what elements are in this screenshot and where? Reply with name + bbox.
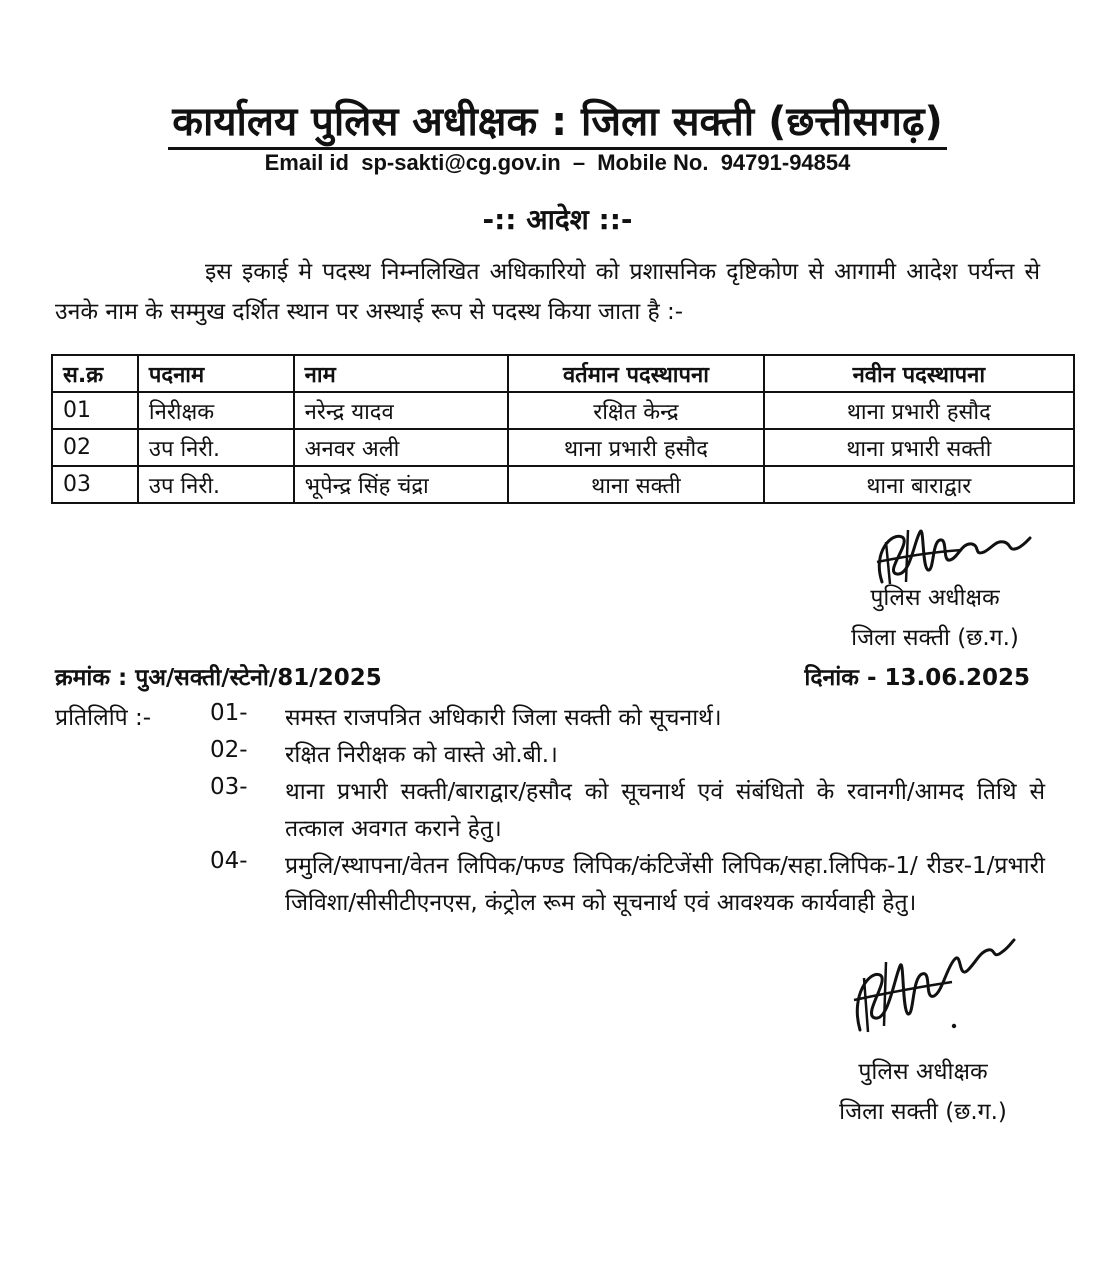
cell-designation: उप निरी. — [138, 429, 294, 466]
office-title — [0, 92, 1115, 147]
signatory-designation: पुलिस अधीक्षक — [858, 1059, 988, 1085]
mobile-label: Mobile No. — [597, 150, 709, 175]
cell-serial: 01 — [52, 392, 138, 429]
contact-line — [0, 150, 1115, 176]
email-label: Email id — [264, 150, 349, 175]
copy-item-number: 02- — [210, 737, 248, 763]
cell-serial: 02 — [52, 429, 138, 466]
col-header-new-posting: नवीन पदस्थापना — [764, 355, 1074, 392]
col-header-current-posting: वर्तमान पदस्थापना — [508, 355, 763, 392]
intro-text: इस इकाई मे पदस्थ निम्नलिखित अधिकारियो को प्रशासनिक दृष्टिकोण से आगामी आदेश पर्यन्त से उनके नाम के सम्मुख दर्शित स्थान पर अस्थाई रूप से पदस्थ किया जाता है :- — [55, 259, 1040, 325]
cell-designation: उप निरी. — [138, 466, 294, 503]
table-row — [52, 466, 1074, 503]
copy-item-text: रक्षित निरीक्षक को वास्ते ओ.बी.। — [285, 742, 558, 768]
posting-table — [51, 354, 1075, 504]
signatory-designation: पुलिस अधीक्षक — [870, 585, 1000, 611]
col-header-name: नाम — [294, 355, 509, 392]
cell-name: अनवर अली — [294, 429, 509, 466]
signature-block-2 — [812, 1052, 1034, 1132]
email-address: sp-sakti@cg.gov.in — [361, 150, 561, 175]
office-title-text: कार्यालय पुलिस अधीक्षक : जिला सक्ती (छत्तीसगढ़) — [168, 99, 947, 150]
reference-number: क्रमांक : पुअ/सक्ती/स्टेनो/81/2025 — [55, 665, 382, 691]
order-heading: -:: आदेश ::- — [482, 203, 633, 236]
signatory-district: जिला सक्ती (छ.ग.) — [851, 625, 1019, 651]
copy-item-text: थाना प्रभारी सक्ती/बाराद्वार/हसौद को सूचनार्थ एवं संबंधितो के रवानगी/आमद तिथि से तत्काल अवगत कराने हेतु। — [285, 779, 1045, 842]
signature-block-1 — [830, 578, 1040, 658]
table-row — [52, 429, 1074, 466]
col-header-designation: पदनाम — [138, 355, 294, 392]
signatory-district: जिला सक्ती (छ.ग.) — [839, 1099, 1007, 1125]
cell-new-posting: थाना प्रभारी हसौद — [764, 392, 1074, 429]
copy-item-number: 01- — [210, 700, 248, 726]
cell-current-posting: थाना प्रभारी हसौद — [508, 429, 763, 466]
table-header-row — [52, 355, 1074, 392]
cell-new-posting: थाना बाराद्वार — [764, 466, 1074, 503]
copy-item-text: प्रमुलि/स्थापना/वेतन लिपिक/फण्ड लिपिक/कंटिजेंसी लिपिक/सहा.लिपिक-1/ रीडर-1/प्रभारी जिविशा/सीसीटीएनएस, कंट्रोल रूम को सूचनार्थ एवं आवश्यक कार्यवाही हेतु। — [285, 853, 1045, 916]
table-row — [52, 392, 1074, 429]
copies-label: प्रतिलिपि :- — [55, 705, 152, 731]
copy-item-number: 04- — [210, 848, 248, 874]
cell-new-posting: थाना प्रभारी सक्ती — [764, 429, 1074, 466]
cell-name: नरेन्द्र यादव — [294, 392, 509, 429]
signature-image-2 — [842, 930, 1017, 1040]
col-header-serial: स.क्र — [52, 355, 138, 392]
cell-name: भूपेन्द्र सिंह चंद्रा — [294, 466, 509, 503]
contact-separator: – — [572, 150, 586, 175]
intro-paragraph — [55, 252, 1040, 332]
cell-designation: निरीक्षक — [138, 392, 294, 429]
mobile-number: 94791-94854 — [720, 150, 851, 175]
order-date: दिनांक - 13.06.2025 — [804, 665, 1030, 691]
copy-item-number: 03- — [210, 774, 248, 800]
reference-row — [55, 660, 1030, 692]
cell-current-posting: रक्षित केन्द्र — [508, 392, 763, 429]
cell-serial: 03 — [52, 466, 138, 503]
copy-item-text: समस्त राजपत्रित अधिकारी जिला सक्ती को सूचनार्थ। — [285, 705, 722, 731]
cell-current-posting: थाना सक्ती — [508, 466, 763, 503]
